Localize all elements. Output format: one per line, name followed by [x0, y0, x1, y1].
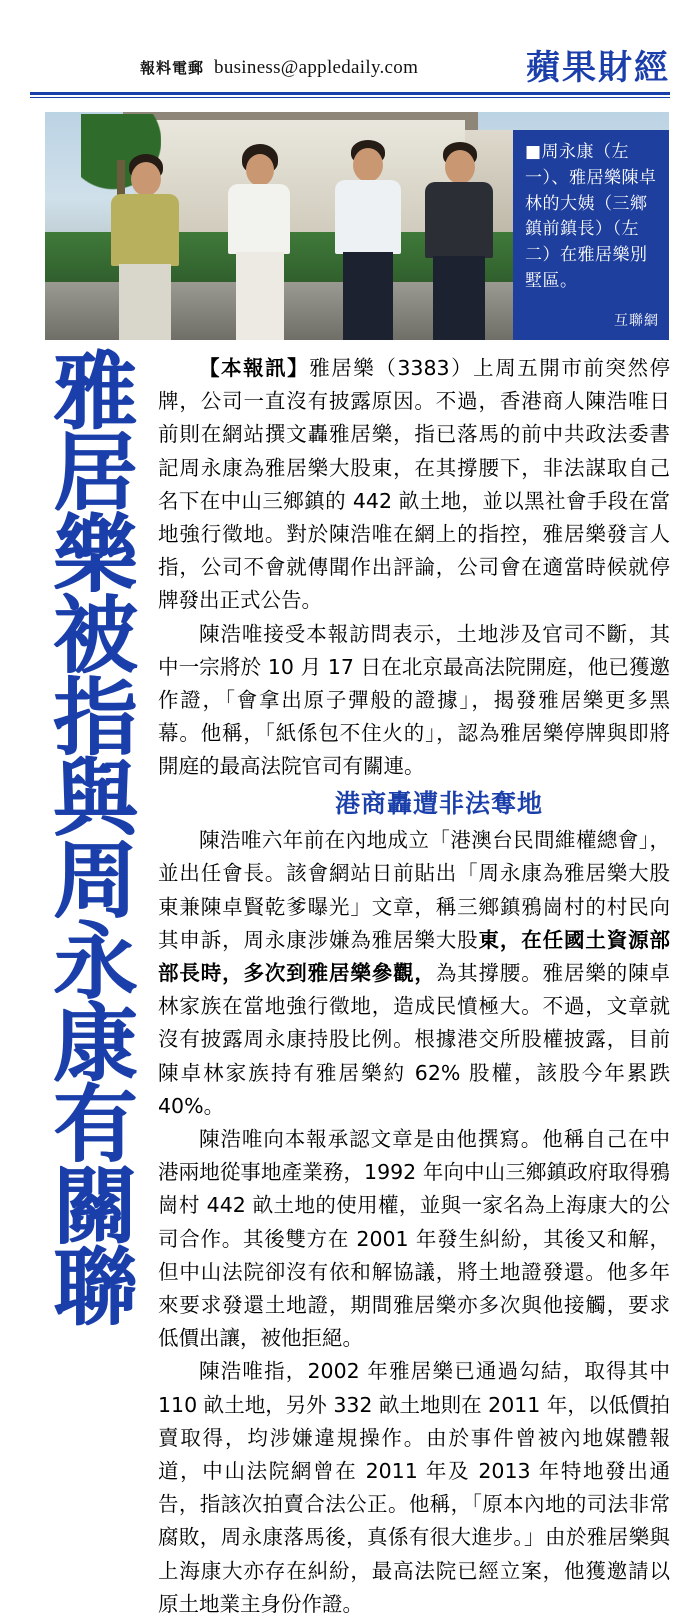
photo-person-1	[103, 154, 189, 340]
photo-person-3-legs	[343, 252, 393, 340]
paragraph	[158, 352, 670, 618]
headline-char: 居	[52, 424, 137, 523]
headline-char: 關	[52, 1157, 137, 1256]
paragraph-emphasis: 東，在任國土資源部部長時，多次到雅居樂參觀，	[158, 927, 671, 985]
headline-char: 樂	[52, 505, 137, 604]
masthead-divider	[30, 92, 670, 95]
headline-char: 聯	[52, 1239, 137, 1338]
masthead-contact	[30, 57, 418, 79]
dateline-tag: 【本報訊】	[199, 356, 310, 380]
headline-char: 被	[52, 587, 137, 686]
paragraph-text-cont: 為其撐腰。雅居樂的陳卓林家族在當地強行徵地，造成民憤極大。不過，文章就沒有披露周永康持股比例。根據港交所股權披露，目前陳卓林家族持有雅居樂約 62% 股權，該股今年累跌 40%。	[158, 960, 671, 1118]
paragraph	[158, 824, 670, 1123]
paragraph	[158, 1355, 670, 1621]
article-subhead: 港商轟遭非法奪地	[334, 788, 543, 818]
photo-person-4	[417, 142, 501, 340]
headline-char: 指	[52, 668, 137, 767]
paragraph	[158, 618, 670, 784]
tip-email-address: business@appledaily.com	[214, 57, 419, 78]
photo-person-2-body	[228, 184, 290, 254]
photo-person-1-body	[111, 194, 179, 266]
photo-person-4-legs	[433, 256, 485, 340]
photo-person-2-legs	[236, 252, 284, 340]
headline-char: 永	[52, 913, 137, 1012]
headline-char: 周	[52, 831, 137, 930]
article-body	[158, 352, 670, 1621]
paragraph-text: 雅居樂（3383）上周五開市前突然停牌，公司一直沒有披露原因。不過，香港商人陳浩唯日前則在網站撰文轟雅居樂，指已落馬的前中共政法委書記周永康為雅居樂大股東，在其撐腰下，非法謀取自己名下在中山三鄉鎮的 442 畝土地，並以黑社會手段在當地強行徵地。對於陳浩唯在網上的指控，雅居樂發言人指，公司不會就傳聞作出評論，公司會在適當時候就停牌發出正式公告。	[158, 356, 670, 613]
section-title: 蘋果財經	[526, 48, 670, 88]
photo-source: 互聯網	[614, 312, 659, 329]
headline-char: 與	[52, 750, 137, 849]
paragraph	[158, 1123, 670, 1355]
masthead	[30, 46, 670, 90]
photo-person-2-head	[246, 154, 274, 186]
photo-person-3	[327, 140, 409, 340]
headline-char: 康	[52, 994, 137, 1093]
photo-person-1-head	[131, 162, 161, 196]
photo-person-3-body	[335, 180, 401, 254]
photo-person-1-legs	[119, 264, 171, 340]
paragraph-text: 陳浩唯向本報承認文章是由他撰寫。他稱自己在中港兩地從事地產業務，1992 年向中山三鄉鎮政府取得鴉崗村 442 畝土地的使用權，並與一家名為上海康大的公司合作。其後雙方在 2001 年發生糾紛，其後又和解，但中山法院卻沒有依和解協議，將土地證發還。他多年來要求發還土地證，期間雅居樂亦多次與他接觸，要求低價出讓，被他拒絕。	[158, 1126, 670, 1351]
photo-person-4-body	[425, 182, 493, 258]
headline	[40, 343, 150, 1592]
article-photo	[45, 112, 669, 340]
paragraph-text: 陳浩唯六年前在內地成立「港澳台民間維權總會」，並出任會長。該會網站日前貼出「周永康為雅居樂大股東兼陳卓賢乾爹曝光」文章，稱三鄉鎮鴉崗村的村民向其申訴，周永康涉嫌為雅居樂大股	[158, 828, 670, 952]
tip-email-label: 報料電郵	[140, 59, 205, 77]
headline-char: 雅	[52, 343, 137, 441]
photo-person-2	[220, 144, 300, 340]
masthead-divider-thin	[30, 97, 670, 98]
photo-caption-box	[513, 130, 669, 340]
photo-person-4-head	[445, 150, 475, 184]
paragraph-text: 陳浩唯指，2002 年雅居樂已通過勾結，取得其中 110 畝土地，另外 332 畝土地則在 2011 年，以低價拍賣取得，均涉嫌違規操作。由於事件曾被內地媒體報道，中山法院網曾在 2011 年及 2013 年特地發出通告，指該次拍賣合法公正。他稱，「原本內地的司法非常腐敗，周永康落馬後，真係有很大進步。」由於雅居樂與上海康大亦存在糾紛，最高法院已經立案，他獲邀請以原土地業主身份作證。	[158, 1359, 670, 1616]
photo-person-3-head	[353, 148, 383, 182]
headline-char: 有	[52, 1076, 137, 1175]
photo-caption-text: ■周永康（左一）、雅居樂陳卓林的大姨（三鄉鎮前鎮長）（左二）在雅居樂別墅區。	[525, 142, 657, 292]
paragraph-text: 陳浩唯接受本報訪問表示，土地涉及官司不斷，其中一宗將於 10 月 17 日在北京最高法院開庭，他已獲邀作證，「會拿出原子彈般的證據」，揭發雅居樂更多黑幕。他稱，「紙係包不住火的」，認為雅居樂停牌與即將開庭的最高法院官司有關連。	[158, 621, 670, 779]
